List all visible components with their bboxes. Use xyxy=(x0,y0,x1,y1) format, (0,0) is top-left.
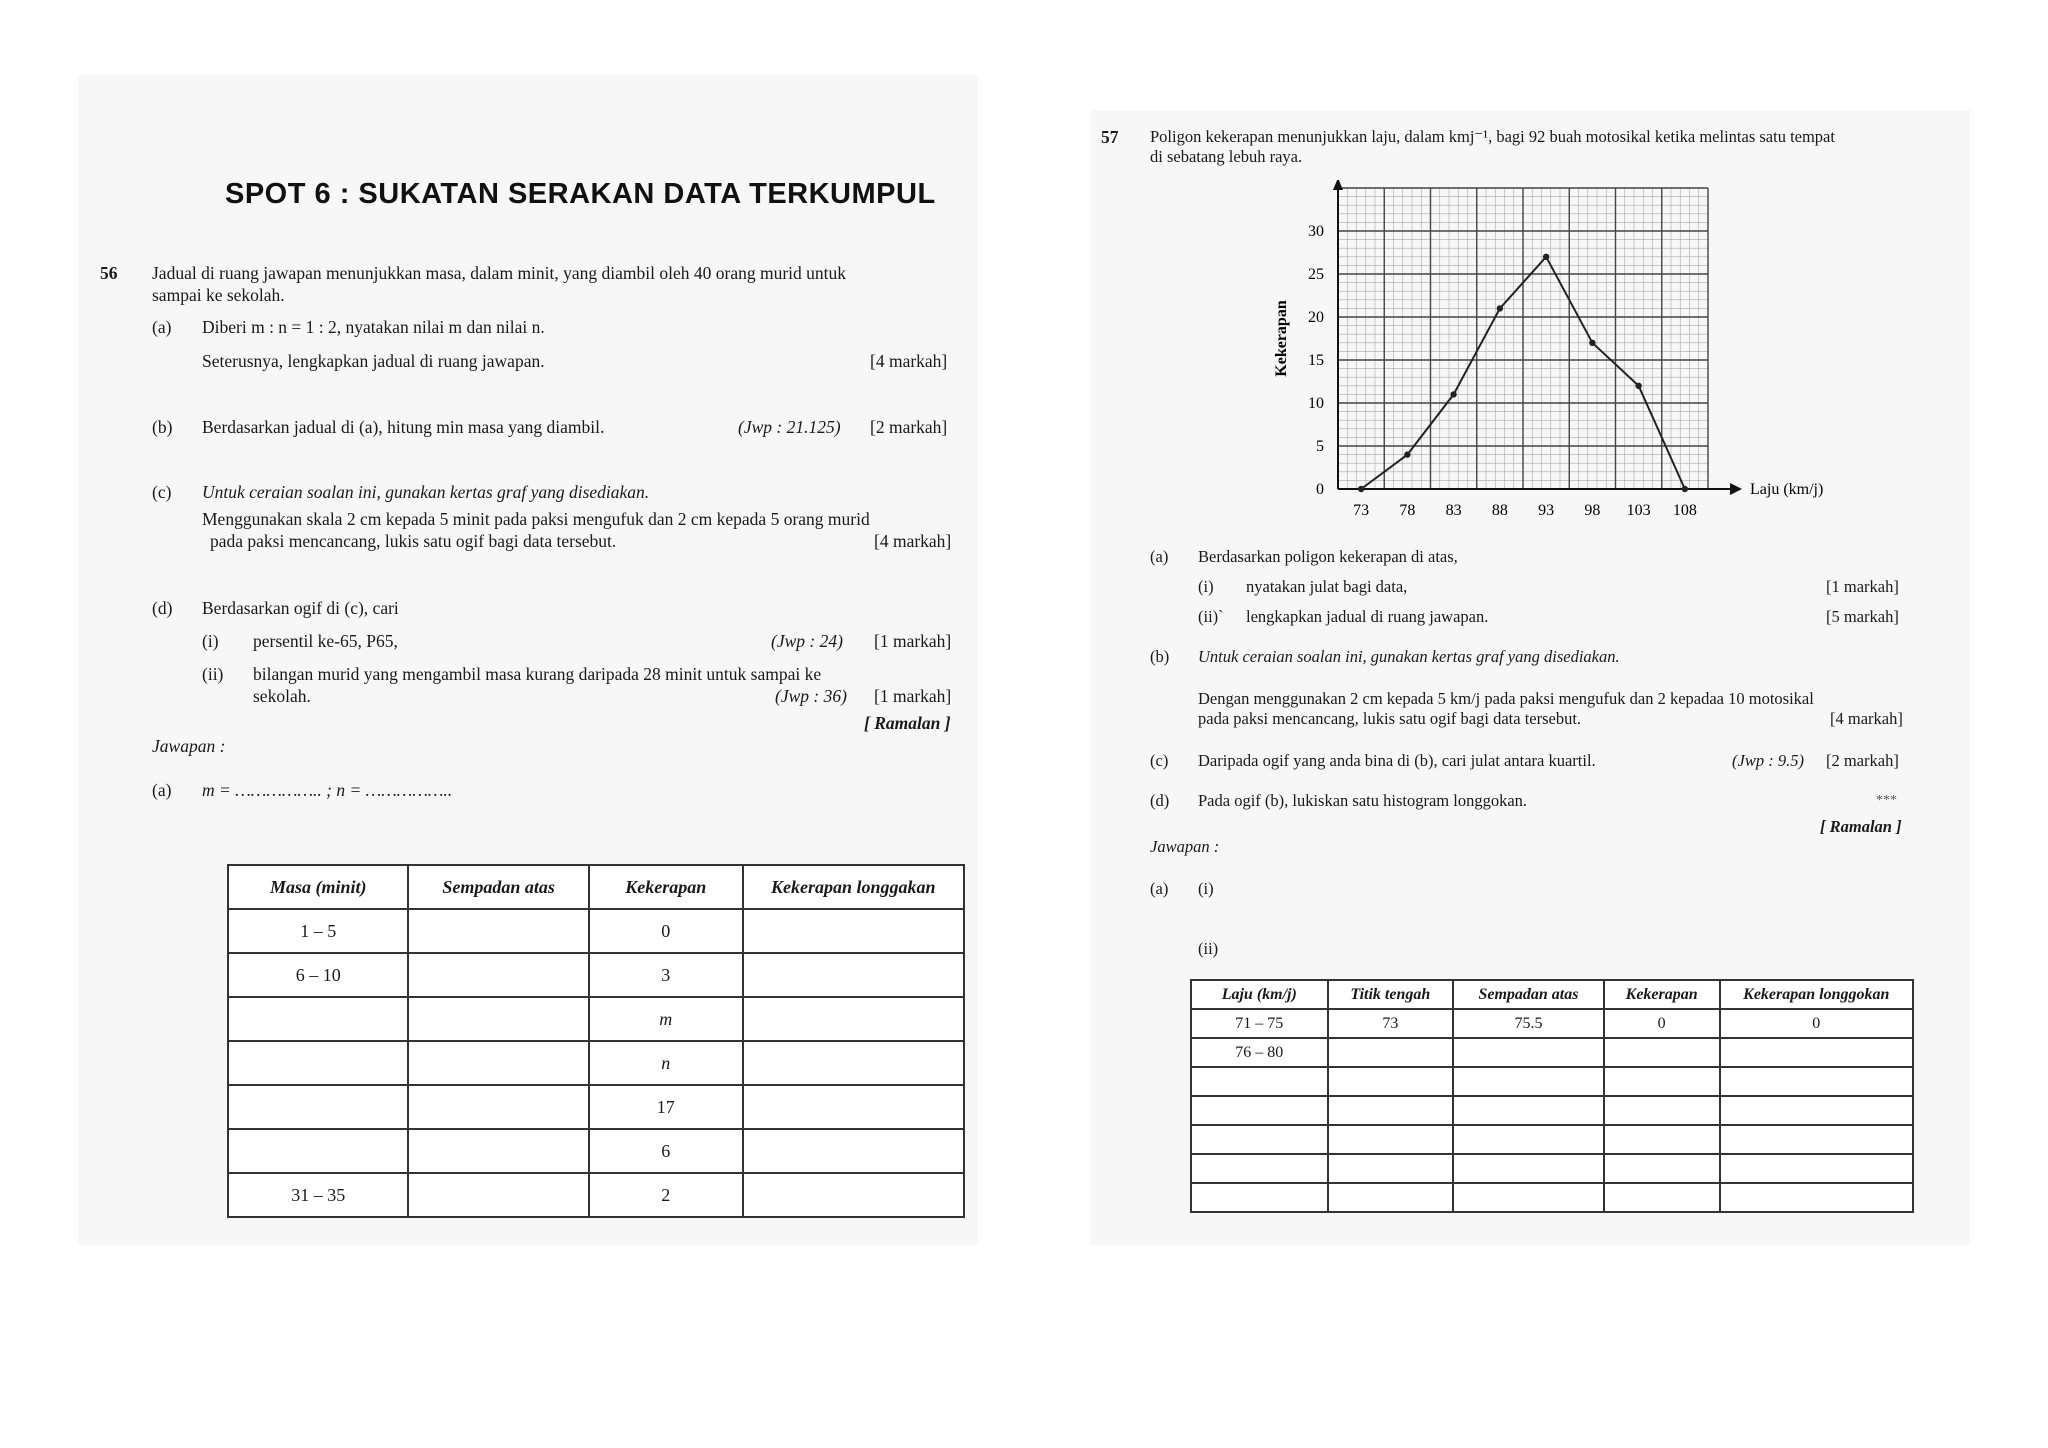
q57-table-header-2: Sempadan atas xyxy=(1453,980,1604,1009)
q57-c-label: (c) xyxy=(1150,751,1169,770)
q56-answer-heading: Jawapan : xyxy=(152,736,226,756)
q57-c-answer-hint: (Jwp : 9.5) xyxy=(1732,751,1804,770)
q56-d2-text2: sekolah. xyxy=(253,686,311,706)
q56-answer-a-blanks: m = …………….. ; n = …………….. xyxy=(202,780,453,800)
q57-d-text: Pada ogif (b), lukiskan satu histogram longgokan. xyxy=(1198,791,1528,810)
table-cell: 3 xyxy=(589,953,743,997)
q56-c-text3: pada paksi mencancang, lukis satu ogif bagi data tersebut. xyxy=(210,531,617,551)
table-cell xyxy=(1604,1096,1720,1125)
table-row xyxy=(228,1085,964,1129)
q56-d2-label: (ii) xyxy=(202,664,224,684)
q57-a-text: Berdasarkan poligon kekerapan di atas, xyxy=(1198,547,1458,566)
data-point xyxy=(1682,486,1688,492)
table-cell: 2 xyxy=(589,1173,743,1217)
y-axis-label: Kekerapan xyxy=(1273,300,1290,377)
q56-d2-answer-hint: (Jwp : 36) xyxy=(775,686,847,706)
table-cell xyxy=(1720,1154,1913,1183)
table-cell xyxy=(408,953,589,997)
table-row xyxy=(1191,1038,1913,1067)
q57-intro-line2: di sebatang lebuh raya. xyxy=(1150,147,1303,166)
table-cell: 1 – 5 xyxy=(228,909,408,953)
q56-table-header-3: Kekerapan longgakan xyxy=(743,865,964,909)
x-axis-label: Laju (km/j) xyxy=(1750,481,1824,498)
data-point xyxy=(1543,254,1549,260)
data-point xyxy=(1358,486,1364,492)
y-tick-label: 20 xyxy=(1308,309,1324,326)
table-cell xyxy=(1720,1096,1913,1125)
q57-d-label: (d) xyxy=(1150,791,1170,810)
q57-b-marks: [4 markah] xyxy=(1830,709,1903,728)
data-point xyxy=(1497,305,1503,311)
x-tick-label: 108 xyxy=(1672,502,1697,519)
table-cell xyxy=(743,1129,964,1173)
table-cell xyxy=(1328,1067,1454,1096)
q56-a-text2: Seterusnya, lengkapkan jadual di ruang jawapan. xyxy=(202,351,545,371)
table-cell: 31 – 35 xyxy=(228,1173,408,1217)
q56-d-label: (d) xyxy=(152,598,173,618)
table-cell xyxy=(408,1173,589,1217)
table-cell xyxy=(1453,1096,1604,1125)
q57-a-label: (a) xyxy=(1150,547,1169,566)
x-tick-label: 73 xyxy=(1353,502,1370,519)
table-cell xyxy=(1604,1038,1720,1067)
q57-a1-text: nyatakan julat bagi data, xyxy=(1246,577,1408,596)
table-row xyxy=(1191,1154,1913,1183)
table-cell: 71 – 75 xyxy=(1191,1009,1328,1038)
q56-table-header-0: Masa (minit) xyxy=(228,865,408,909)
table-cell xyxy=(743,1041,964,1085)
table-cell: m xyxy=(589,997,743,1041)
table-cell: 75.5 xyxy=(1453,1009,1604,1038)
q56-c-marks: [4 markah] xyxy=(874,531,952,551)
q57-answer-a2-label: (ii) xyxy=(1198,939,1219,958)
q57-frequency-table xyxy=(1190,979,1914,1213)
y-tick-label: 0 xyxy=(1316,481,1324,498)
y-tick-label: 25 xyxy=(1308,266,1324,283)
table-cell: 6 – 10 xyxy=(228,953,408,997)
x-tick-label: 88 xyxy=(1491,502,1508,519)
table-row xyxy=(228,997,964,1041)
table-cell xyxy=(1328,1096,1454,1125)
x-tick-label: 98 xyxy=(1584,502,1601,519)
x-tick-label: 83 xyxy=(1445,502,1462,519)
q57-table-header-3: Kekerapan xyxy=(1604,980,1720,1009)
q56-source: [ Ramalan ] xyxy=(864,713,951,733)
table-cell xyxy=(1720,1038,1913,1067)
table-cell xyxy=(1328,1154,1454,1183)
table-cell xyxy=(1604,1154,1720,1183)
q56-b-text: Berdasarkan jadual di (a), hitung min masa yang diambil. xyxy=(202,417,605,437)
data-point xyxy=(1404,451,1410,457)
table-cell xyxy=(743,1085,964,1129)
q56-d1-marks: [1 markah] xyxy=(874,631,952,651)
table-cell: 17 xyxy=(589,1085,743,1129)
table-row xyxy=(228,1129,964,1173)
q57-b-text3: pada paksi mencancang, lukis satu ogif bagi data tersebut. xyxy=(1198,709,1582,728)
q57-number: 57 xyxy=(1101,127,1119,147)
table-row xyxy=(1191,1183,1913,1212)
table-cell: 6 xyxy=(589,1129,743,1173)
q57-a2-marks: [5 markah] xyxy=(1826,607,1899,626)
y-tick-label: 15 xyxy=(1308,352,1324,369)
q57-b-text: Untuk ceraian soalan ini, gunakan kertas graf yang disediakan. xyxy=(1198,647,1620,666)
table-cell xyxy=(1328,1038,1454,1067)
table-cell xyxy=(743,1173,964,1217)
table-cell: 0 xyxy=(1604,1009,1720,1038)
q56-intro-line2: sampai ke sekolah. xyxy=(152,285,285,305)
table-cell xyxy=(1604,1183,1720,1212)
q57-source: [ Ramalan ] xyxy=(1820,817,1902,836)
q56-d1-text: persentil ke-65, P65, xyxy=(253,631,398,651)
data-point xyxy=(1635,383,1641,389)
table-cell xyxy=(1604,1125,1720,1154)
q56-frequency-table xyxy=(227,864,965,1218)
table-cell xyxy=(1453,1038,1604,1067)
table-cell xyxy=(1720,1125,1913,1154)
q57-b-label: (b) xyxy=(1150,647,1170,666)
q57-answer-heading: Jawapan : xyxy=(1150,837,1220,856)
q56-c-text: Untuk ceraian soalan ini, gunakan kertas graf yang disediakan. xyxy=(202,482,650,502)
q56-table-header-1: Sempadan atas xyxy=(408,865,589,909)
table-cell xyxy=(1453,1183,1604,1212)
q56-d1-label: (i) xyxy=(202,631,219,651)
q57-a2-label: (ii)` xyxy=(1198,607,1224,626)
q56-b-marks: [2 markah] xyxy=(870,417,948,437)
table-cell xyxy=(408,909,589,953)
table-cell xyxy=(1453,1067,1604,1096)
q56-d2-marks: [1 markah] xyxy=(874,686,952,706)
q56-intro-line1: Jadual di ruang jawapan menunjukkan masa, dalam minit, yang diambil oleh 40 orang murid untuk xyxy=(152,263,847,283)
table-row xyxy=(228,1173,964,1217)
table-row xyxy=(1191,1067,1913,1096)
q56-d2-text: bilangan murid yang mengambil masa kurang daripada 28 minit untuk sampai ke xyxy=(253,664,822,684)
q57-c-text: Daripada ogif yang anda bina di (b), cari julat antara kuartil. xyxy=(1198,751,1596,770)
table-cell xyxy=(1191,1125,1328,1154)
table-cell xyxy=(1191,1096,1328,1125)
table-cell xyxy=(743,997,964,1041)
q57-answer-a1-label: (i) xyxy=(1198,879,1214,898)
page-title: SPOT 6 : SUKATAN SERAKAN DATA TERKUMPUL xyxy=(225,178,936,210)
table-cell xyxy=(408,997,589,1041)
q56-table-header-2: Kekerapan xyxy=(589,865,743,909)
frequency-polygon-chart xyxy=(1260,180,1840,525)
q56-b-answer-hint: (Jwp : 21.125) xyxy=(738,417,841,437)
q56-a-text: Diberi m : n = 1 : 2, nyatakan nilai m dan nilai n. xyxy=(202,317,545,337)
q57-table-header-4: Kekerapan longgokan xyxy=(1720,980,1913,1009)
table-cell: n xyxy=(589,1041,743,1085)
table-cell xyxy=(1453,1125,1604,1154)
table-cell xyxy=(228,1129,408,1173)
q57-table-header-0: Laju (km/j) xyxy=(1191,980,1328,1009)
q57-a2-text: lengkapkan jadual di ruang jawapan. xyxy=(1246,607,1489,626)
table-row xyxy=(1191,1125,1913,1154)
q56-number: 56 xyxy=(100,263,118,283)
x-tick-label: 93 xyxy=(1538,502,1555,519)
y-tick-label: 5 xyxy=(1316,438,1324,455)
table-cell xyxy=(1604,1067,1720,1096)
table-cell xyxy=(408,1041,589,1085)
q56-c-text2: Menggunakan skala 2 cm kepada 5 minit pada paksi mengufuk dan 2 cm kepada 5 orang murid xyxy=(202,509,870,529)
q57-intro-line1: Poligon kekerapan menunjukkan laju, dalam kmj⁻¹, bagi 92 buah motosikal ketika melintas satu tempat xyxy=(1150,127,1835,146)
table-cell xyxy=(1191,1154,1328,1183)
table-cell: 0 xyxy=(589,909,743,953)
q57-a1-label: (i) xyxy=(1198,577,1214,596)
x-axis-arrow xyxy=(1730,483,1742,495)
x-tick-label: 103 xyxy=(1626,502,1651,519)
table-cell xyxy=(1191,1183,1328,1212)
q57-c-marks: [2 markah] xyxy=(1826,751,1899,770)
q57-table-header-1: Titik tengah xyxy=(1328,980,1454,1009)
table-row xyxy=(228,909,964,953)
table-cell xyxy=(1191,1067,1328,1096)
table-row xyxy=(228,1041,964,1085)
q56-c-label: (c) xyxy=(152,482,172,502)
q57-d-stars: *** xyxy=(1876,793,1897,808)
data-point xyxy=(1589,340,1595,346)
y-tick-label: 30 xyxy=(1308,223,1324,240)
table-cell xyxy=(228,1085,408,1129)
table-cell xyxy=(1720,1067,1913,1096)
table-cell: 76 – 80 xyxy=(1191,1038,1328,1067)
q56-answer-a-label: (a) xyxy=(152,780,172,800)
table-cell xyxy=(408,1129,589,1173)
table-cell xyxy=(1328,1183,1454,1212)
x-tick-label: 78 xyxy=(1399,502,1416,519)
q56-d1-answer-hint: (Jwp : 24) xyxy=(771,631,843,651)
q56-d-text: Berdasarkan ogif di (c), cari xyxy=(202,598,399,618)
table-cell xyxy=(228,1041,408,1085)
table-row xyxy=(1191,1096,1913,1125)
q57-b-text2: Dengan menggunakan 2 cm kepada 5 km/j pada paksi mengufuk dan 2 kepadaa 10 motosikal xyxy=(1198,689,1814,708)
y-tick-label: 10 xyxy=(1308,395,1324,412)
y-axis-arrow xyxy=(1333,180,1343,190)
table-cell xyxy=(408,1085,589,1129)
table-cell: 73 xyxy=(1328,1009,1454,1038)
table-cell xyxy=(743,909,964,953)
table-cell xyxy=(228,997,408,1041)
data-point xyxy=(1450,391,1456,397)
q56-a-label: (a) xyxy=(152,317,172,337)
table-cell xyxy=(1453,1154,1604,1183)
table-row xyxy=(228,953,964,997)
table-cell: 0 xyxy=(1720,1009,1913,1038)
q56-b-label: (b) xyxy=(152,417,173,437)
table-cell xyxy=(1328,1125,1454,1154)
table-row xyxy=(1191,1009,1913,1038)
table-cell xyxy=(743,953,964,997)
q57-answer-a-label: (a) xyxy=(1150,879,1169,898)
q57-a1-marks: [1 markah] xyxy=(1826,577,1899,596)
q56-a-marks: [4 markah] xyxy=(870,351,948,371)
table-cell xyxy=(1720,1183,1913,1212)
